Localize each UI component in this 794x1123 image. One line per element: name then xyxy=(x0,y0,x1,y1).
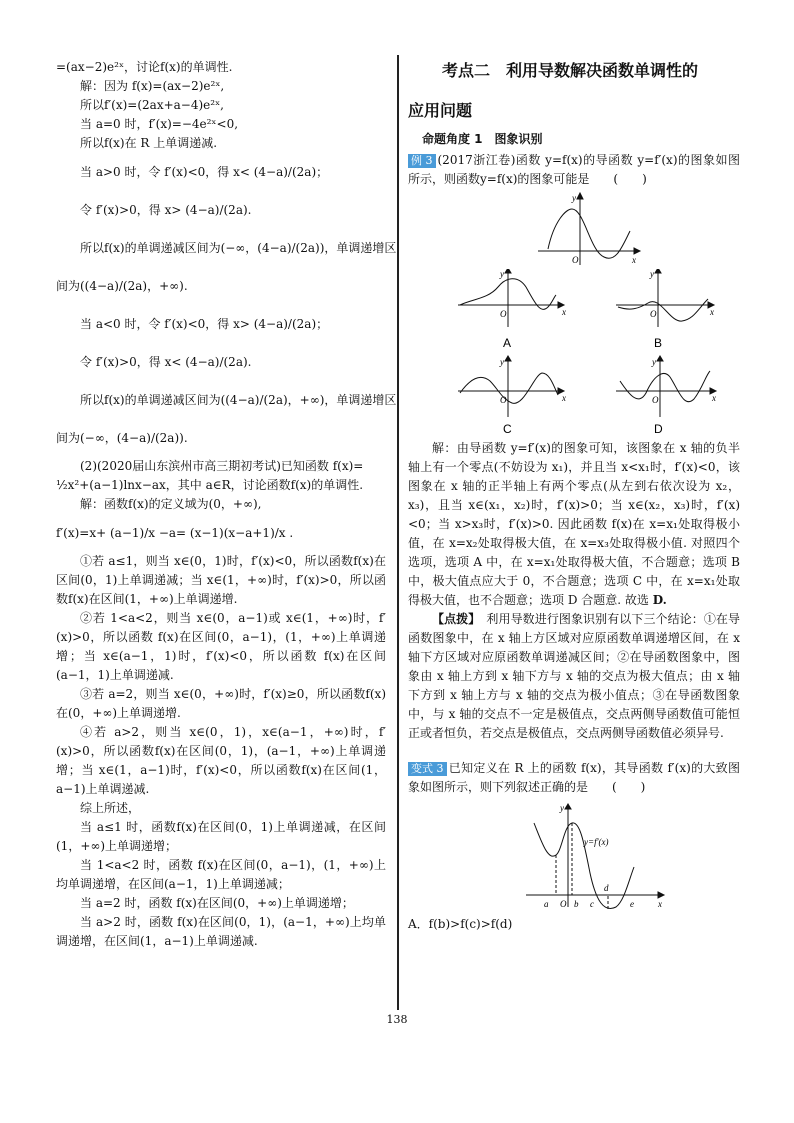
left-line: 当 a=0 时，f′(x)=−4e²ˣ<0, xyxy=(80,117,239,131)
svg-text:O: O xyxy=(652,395,659,405)
derivative-graph xyxy=(408,191,740,269)
variant-3 xyxy=(408,759,740,797)
left-line: 所以f(x)在 R 上单调递减. xyxy=(80,136,218,150)
column-divider xyxy=(397,55,399,1010)
left-line: 解：函数f(x)的定义域为(0，+∞), xyxy=(80,497,262,511)
tip-paragraph: 【点拨】 利用导数进行图象识别有以下三个结论：①在导函数图象中，在 x 轴上方区域对应原函数单调递增区间，在 x 轴下方区域对应原函数单调递减区间；②在导函数图象中，图象由 x 轴上方到 x 轴下方与 x 轴的交点为极大值点；由 x 轴下方到 x 轴上方与 x 轴的交点为极小值点；③在导函数图象中，与 x 轴的交点不一定是极值点，交点两侧导函数值可能恒正或者恒负，若交点是极值点，交点两侧导函数值必须异号. xyxy=(408,612,740,740)
option-c-label: C xyxy=(503,422,512,436)
option-a: A．f(b)>f(c)>f(d) xyxy=(408,917,513,931)
example-text: (2017浙江卷)函数 y=f(x)的导函数 y=f′(x)的图象如图所示，则函数y=f(x)的图象可能是 ( ) xyxy=(408,153,740,186)
svg-text:y: y xyxy=(650,269,654,279)
left-line: 当 a>0 时，令 f′(x)<0，得 x< (4−a)/(2a)； xyxy=(80,164,329,179)
svg-text:e: e xyxy=(630,899,634,909)
svg-text:O: O xyxy=(560,899,567,909)
left-column xyxy=(56,58,397,951)
option-b-label: B xyxy=(654,336,663,350)
left-line: 当 1<a<2 时，函数 f(x)在区间(0，a−1)，(1，+∞)上均单调递增，在区间(a−1，1)上单调递减； xyxy=(56,858,386,891)
variant-tag: 变式 3 xyxy=(408,762,447,776)
svg-text:y=f′(x): y=f′(x) xyxy=(584,837,609,847)
derivative-graph-variant xyxy=(408,803,740,915)
section-heading: 考点二 利用导数解决函数单调性的 xyxy=(442,61,699,80)
left-line: 当 a≤1 时，函数f(x)在区间(0，1)上单调递减，在区间(1，+∞)上单调递增； xyxy=(56,820,386,853)
solution-text: 解：由导函数 y=f′(x)的图象可知，该图象在 x 轴的负半轴上有一个零点(不妨设为 x₁)，并且当 x<x₁时，f′(x)<0，该图象在 x 轴的正半轴上有两个零点(从左到右依次设为 x₂，x₃)，且当 x∈(x₁，x₂)时，f′(x)>0；当 x∈(x₂，x₃)时，f′(x)<0；当 x>x₃时，f′(x)>0. 因此函数 f(x)在 x=x₁处取得极小值，在 x=x₂处取得极大值，在 x=x₃处取得极小值. 对照四个选项，选项 A 中，在 x=x₁处取得极大值，不合题意；选项 B 中，极大值点应大于 0，不合题意；选项 C 中，在 x=x₁处取得极大值，也不合题意；选项 D 合题意. 故选 D. xyxy=(408,441,740,607)
option-a-label: A xyxy=(503,336,512,350)
left-line: 令 f′(x)>0，得 x< (4−a)/(2a). xyxy=(80,354,252,369)
left-line: ③若 a=2，则当 x∈(0，+∞)时，f′(x)≥0，所以函数f(x)在(0，+∞)上单调递增. xyxy=(56,687,386,720)
left-line: 所以f(x)的单调递减区间为((4−a)/(2a)，+∞)，单调递增区 xyxy=(80,392,397,407)
variant-text: 已知定义在 R 上的函数 f(x)，其导函数 f′(x)的大致图象如图所示，则下列叙述正确的是 ( ) xyxy=(408,761,740,794)
left-line: ½x²+(a−1)lnx−ax，其中 a∈R，讨论函数f(x)的单调性. xyxy=(56,478,364,492)
svg-text:b: b xyxy=(574,899,579,909)
page-number: 138 xyxy=(386,1013,408,1026)
svg-text:x: x xyxy=(658,899,662,909)
left-line: ②若 1<a<2，则当 x∈(0，a−1)或 x∈(1，+∞)时，f′(x)>0，所以函数 f(x)在区间(0，a−1)，(1，+∞)上单调递增；当 x∈(a−1，1)时，f′(x)<0，所以函数 f(x)在区间(a−1，1)上单调递减. xyxy=(56,611,386,682)
left-line: 所以f(x)的单调递减区间为(−∞，(4−a)/(2a))，单调递增区 xyxy=(80,240,397,255)
svg-text:y: y xyxy=(560,803,564,813)
left-line: 解：因为 f(x)=(ax−2)e²ˣ, xyxy=(80,79,225,93)
left-line: ④若 a>2，则当 x∈(0，1)，x∈(a−1，+∞)时，f′(x)>0，所以函数f(x)在区间(0，1)，(a−1，+∞)上单调递增；当 x∈(1，a−1)时，f′(x)<0，所以函数f(x)在区间(1，a−1)上单调递减. xyxy=(56,725,386,796)
example-3 xyxy=(408,151,740,189)
options-graphs xyxy=(408,269,740,439)
right-column xyxy=(408,58,740,934)
left-line: 间为((4−a)/(2a)，+∞). xyxy=(56,278,188,293)
left-line: 综上所述， xyxy=(80,801,141,815)
left-line: ①若 a≤1，则当 x∈(0，1)时，f′(x)<0，所以函数f(x)在区间(0，1)上单调递减；当 x∈(1，+∞)时，f′(x)>0，所以函数f(x)在区间(1，+∞)上单调递增. xyxy=(56,554,386,606)
svg-text:x: x xyxy=(562,307,566,317)
svg-text:O: O xyxy=(500,395,507,405)
svg-text:O: O xyxy=(572,255,579,265)
svg-text:y: y xyxy=(500,357,504,367)
svg-text:x: x xyxy=(710,307,714,317)
svg-text:y: y xyxy=(500,269,504,279)
svg-text:c: c xyxy=(590,899,594,909)
left-line: =(ax−2)e²ˣ，讨论f(x)的单调性. xyxy=(56,60,233,74)
svg-text:x: x xyxy=(712,393,716,403)
svg-text:y: y xyxy=(572,193,576,203)
section-heading-cont: 应用问题 xyxy=(408,101,473,120)
option-d-label: D xyxy=(654,422,663,436)
svg-text:O: O xyxy=(650,309,657,319)
left-line: 间为(−∞，(4−a)/(2a)). xyxy=(56,430,188,445)
topic-angle: 命题角度 1 图象识别 xyxy=(422,132,543,146)
svg-text:y: y xyxy=(652,357,656,367)
svg-text:d: d xyxy=(604,883,609,893)
svg-text:x: x xyxy=(632,255,636,265)
left-line: (2)(2020届山东滨州市高三期初考试)已知函数 f(x)= xyxy=(80,459,364,473)
left-line: 当 a=2 时，函数 f(x)在区间(0，+∞)上单调递增； xyxy=(80,896,354,910)
svg-text:O: O xyxy=(500,309,507,319)
left-line: 所以f′(x)=(2ax+a−4)e²ˣ, xyxy=(80,98,224,112)
left-line: 当 a>2 时，函数 f(x)在区间(0，1)，(a−1，+∞)上均单调递增，在区间(1，a−1)上单调递减. xyxy=(56,915,386,948)
left-line: 令 f′(x)>0，得 x> (4−a)/(2a). xyxy=(80,202,252,217)
example-tag: 例 3 xyxy=(408,154,436,168)
left-line: 当 a<0 时，令 f′(x)<0，得 x> (4−a)/(2a)； xyxy=(80,316,329,331)
svg-text:a: a xyxy=(544,899,549,909)
svg-text:x: x xyxy=(562,393,566,403)
left-line: f′(x)=x+ (a−1)/x −a= (x−1)(x−a+1)/x . xyxy=(56,525,294,540)
